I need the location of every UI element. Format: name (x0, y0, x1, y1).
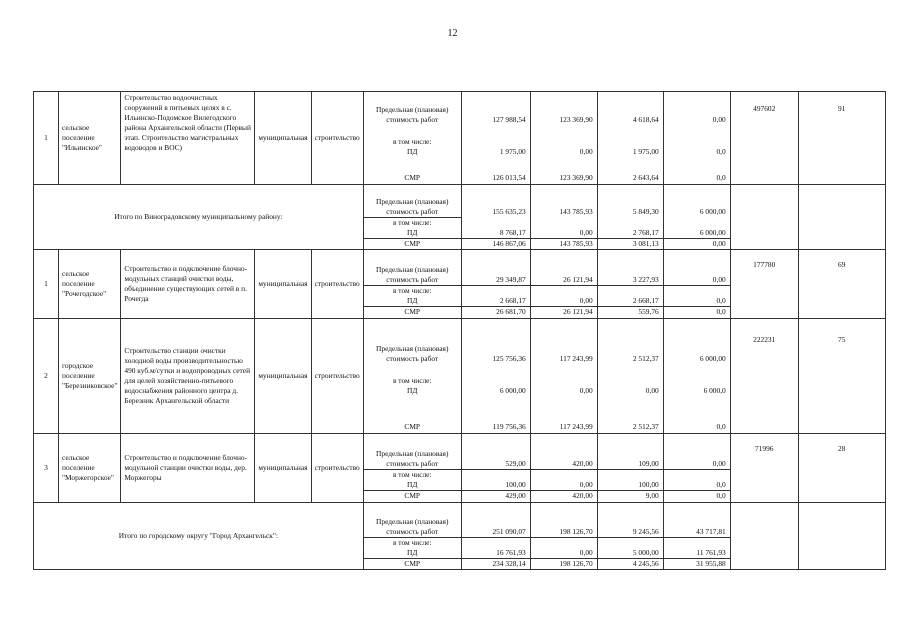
smr-value: 123 369,90 (559, 173, 593, 182)
planned-value: 3 227,93 (632, 275, 659, 284)
cost-labels (363, 250, 461, 319)
value-col-2 (530, 185, 597, 250)
pd-value: 6 000,0 (703, 386, 726, 395)
pd-value: 0,0 (716, 147, 726, 156)
pd-value: 0,00 (579, 228, 593, 237)
smr-value: 31 955,88 (696, 559, 726, 568)
smr-value: 0,00 (712, 239, 726, 248)
label-pd: ПД (407, 480, 418, 489)
smr-value: 429,00 (505, 491, 526, 500)
label-including: в том числе: (392, 470, 432, 479)
value-col-4 (663, 319, 730, 434)
total-row (34, 503, 886, 570)
label-pd: ПД (407, 386, 418, 395)
smr-value: 420,00 (572, 491, 593, 500)
pd-value: 0,0 (716, 296, 726, 305)
cost-labels (363, 185, 461, 250)
value-col-1 (461, 185, 530, 250)
label-pd: ПД (407, 548, 418, 557)
smr-value: 3 081,13 (632, 239, 659, 248)
value-col-4 (663, 185, 730, 250)
row-number: 2 (34, 319, 59, 434)
smr-value: 4 245,56 (632, 559, 659, 568)
empty-cell (730, 185, 798, 250)
settlement-cell: городское поселение "Березниковское" (59, 319, 121, 434)
pd-value: 0,00 (579, 480, 593, 489)
smr-value: 26 121,94 (563, 307, 593, 316)
smr-value: 2 643,64 (632, 173, 659, 182)
ownership-cell: муниципальная (255, 92, 311, 185)
smr-value: 117 243,99 (559, 422, 593, 431)
value-col-4 (663, 434, 730, 503)
value-col-3 (597, 250, 663, 319)
work-type-cell: строительство (311, 250, 363, 319)
planned-value: 9 245,56 (632, 527, 659, 536)
percent-cell: 91 (798, 92, 885, 185)
row-number: 1 (34, 92, 59, 185)
value-col-2 (530, 319, 597, 434)
planned-value: 529,00 (505, 459, 526, 468)
planned-value: 0,00 (712, 459, 726, 468)
label-smr: СМР (404, 173, 421, 182)
value-col-1 (461, 250, 530, 319)
pd-value: 16 761,93 (496, 548, 526, 557)
settlement-cell: сельское поселение "Моржегорское" (59, 434, 121, 503)
smr-value: 119 756,36 (492, 422, 526, 431)
smr-value: 26 681,70 (496, 307, 526, 316)
smr-value: 198 126,70 (559, 559, 593, 568)
planned-value: 143 785,93 (559, 207, 593, 216)
planned-value: 26 121,94 (563, 275, 593, 284)
smr-value: 126 013,54 (492, 173, 526, 182)
ownership-cell: муниципальная (255, 319, 311, 434)
percent-cell: 28 (798, 434, 885, 503)
settlement-cell: сельское поселение "Рочегодское" (59, 250, 121, 319)
object-cell: Строительство и подключение блочно-модульной станции очистки воды, дер. Моржегоры (121, 434, 255, 503)
smr-value: 0,0 (716, 173, 726, 182)
smr-value: 0,0 (716, 422, 726, 431)
planned-value: 155 635,23 (492, 207, 526, 216)
program-table (33, 91, 886, 570)
label-including: в том числе: (392, 538, 432, 547)
label-pd: ПД (407, 147, 418, 156)
smr-value: 234 328,14 (492, 559, 526, 568)
pd-value: 6 000,00 (499, 386, 526, 395)
value-col-4 (663, 503, 730, 570)
pd-value: 6 000,00 (699, 228, 726, 237)
page-number: 12 (447, 28, 458, 39)
table-row (34, 92, 886, 185)
planned-value: 127 988,54 (492, 115, 526, 124)
pd-value: 0,00 (579, 548, 593, 557)
percent-cell: 69 (798, 250, 885, 319)
value-col-4 (663, 92, 730, 185)
planned-value: 117 243,99 (559, 354, 593, 363)
value-col-1 (461, 319, 530, 434)
value-col-3 (597, 503, 663, 570)
pd-value: 0,00 (579, 386, 593, 395)
planned-value: 109,00 (638, 459, 659, 468)
cost-labels (363, 92, 461, 185)
planned-value: 2 512,37 (632, 354, 659, 363)
label-including: в том числе: (392, 137, 432, 146)
label-smr: СМР (404, 239, 421, 248)
pd-value: 2 668,17 (632, 296, 659, 305)
pd-value: 0,00 (645, 386, 659, 395)
value-col-3 (597, 319, 663, 434)
planned-value: 198 126,70 (559, 527, 593, 536)
pd-value: 1 975,00 (632, 147, 659, 156)
label-planned: Предельная (плановая) (376, 344, 449, 353)
label-cost: стоимость работ (386, 115, 439, 124)
smr-value: 143 785,93 (559, 239, 593, 248)
total-label: Итого по городскому округу "Город Архангельск": (34, 503, 364, 570)
object-cell: Строительство водоочистных сооружений в питьевых целях в с. Ильинско-Подомское Вилегодского района Архангельской области (Первый этап. Строительство магистральных водоводов и ВОС) (121, 92, 255, 185)
cost-labels (363, 434, 461, 503)
label-planned: Предельная (плановая) (376, 517, 449, 526)
planned-value: 4 618,64 (632, 115, 659, 124)
label-planned: Предельная (плановая) (376, 105, 449, 114)
planned-value: 29 349,87 (496, 275, 526, 284)
pd-value: 11 761,93 (696, 548, 726, 557)
planned-value: 43 717,81 (696, 527, 726, 536)
object-cell: Строительство и подключение блочно-модульных станций очистки воды, объединение существующих сетей в п. Рочегда (121, 250, 255, 319)
value-col-1 (461, 503, 530, 570)
table-row (34, 319, 886, 434)
pd-value: 0,0 (716, 480, 726, 489)
value-col-1 (461, 92, 530, 185)
value-col-2 (530, 434, 597, 503)
table-row (34, 250, 886, 319)
label-smr: СМР (404, 559, 421, 568)
table-row (34, 434, 886, 503)
population-cell: 177780 (730, 250, 798, 319)
planned-value: 6 000,00 (699, 354, 726, 363)
row-number: 1 (34, 250, 59, 319)
label-cost: стоимость работ (386, 527, 439, 536)
pd-value: 100,00 (505, 480, 526, 489)
planned-value: 125 756,36 (492, 354, 526, 363)
smr-value: 146 867,06 (492, 239, 526, 248)
label-planned: Предельная (плановая) (376, 265, 449, 274)
planned-value: 251 090,07 (492, 527, 526, 536)
label-planned: Предельная (плановая) (376, 449, 449, 458)
pd-value: 5 000,00 (632, 548, 659, 557)
label-smr: СМР (404, 422, 421, 431)
smr-value: 0,0 (716, 491, 726, 500)
smr-value: 559,76 (638, 307, 659, 316)
smr-value: 9,00 (645, 491, 659, 500)
value-col-3 (597, 434, 663, 503)
total-row (34, 185, 886, 250)
label-smr: СМР (404, 307, 421, 316)
smr-value: 2 512,37 (632, 422, 659, 431)
label-including: в том числе: (392, 286, 432, 295)
label-smr: СМР (404, 491, 421, 500)
planned-value: 123 369,90 (559, 115, 593, 124)
value-col-3 (597, 185, 663, 250)
planned-value: 0,00 (712, 115, 726, 124)
planned-value: 0,00 (712, 275, 726, 284)
empty-cell (730, 503, 798, 570)
ownership-cell: муниципальная (255, 250, 311, 319)
value-col-2 (530, 92, 597, 185)
population-cell: 497602 (730, 92, 798, 185)
work-type-cell: строительство (311, 434, 363, 503)
value-col-1 (461, 434, 530, 503)
value-col-2 (530, 503, 597, 570)
value-col-2 (530, 250, 597, 319)
planned-value: 6 000,00 (699, 207, 726, 216)
empty-cell (798, 503, 885, 570)
value-col-3 (597, 92, 663, 185)
pd-value: 0,00 (579, 296, 593, 305)
pd-value: 1 975,00 (499, 147, 526, 156)
row-number: 3 (34, 434, 59, 503)
pd-value: 2 768,17 (632, 228, 659, 237)
smr-value: 0,0 (716, 307, 726, 316)
label-cost: стоимость работ (386, 459, 439, 468)
label-cost: стоимость работ (386, 275, 439, 284)
pd-value: 2 668,17 (499, 296, 526, 305)
work-type-cell: строительство (311, 319, 363, 434)
label-cost: стоимость работ (386, 207, 439, 216)
value-col-4 (663, 250, 730, 319)
object-cell: Строительство станции очистки холодной воды производительностью 490 куб.м/сутки и водопроводных сетей для целей хозяйственно-питьевого водоснабжения районного центра д. Березник Архангельской области (121, 319, 255, 434)
cost-labels (363, 319, 461, 434)
work-type-cell: строительство (311, 92, 363, 185)
pd-value: 0,00 (579, 147, 593, 156)
percent-cell: 75 (798, 319, 885, 434)
empty-cell (798, 185, 885, 250)
cost-labels (363, 503, 461, 570)
label-pd: ПД (407, 228, 418, 237)
pd-value: 100,00 (638, 480, 659, 489)
label-pd: ПД (407, 296, 418, 305)
label-planned: Предельная (плановая) (376, 197, 449, 206)
pd-value: 8 768,17 (499, 228, 526, 237)
label-cost: стоимость работ (386, 354, 439, 363)
planned-value: 5 849,30 (632, 207, 659, 216)
ownership-cell: муниципальная (255, 434, 311, 503)
label-including: в том числе: (392, 218, 432, 227)
population-cell: 222231 (730, 319, 798, 434)
total-label: Итого по Виноградовскому муниципальному району: (34, 185, 364, 250)
population-cell: 71996 (730, 434, 798, 503)
settlement-cell: сельское поселение "Ильинское" (59, 92, 121, 185)
label-including: в том числе: (392, 376, 432, 385)
planned-value: 420,00 (572, 459, 593, 468)
